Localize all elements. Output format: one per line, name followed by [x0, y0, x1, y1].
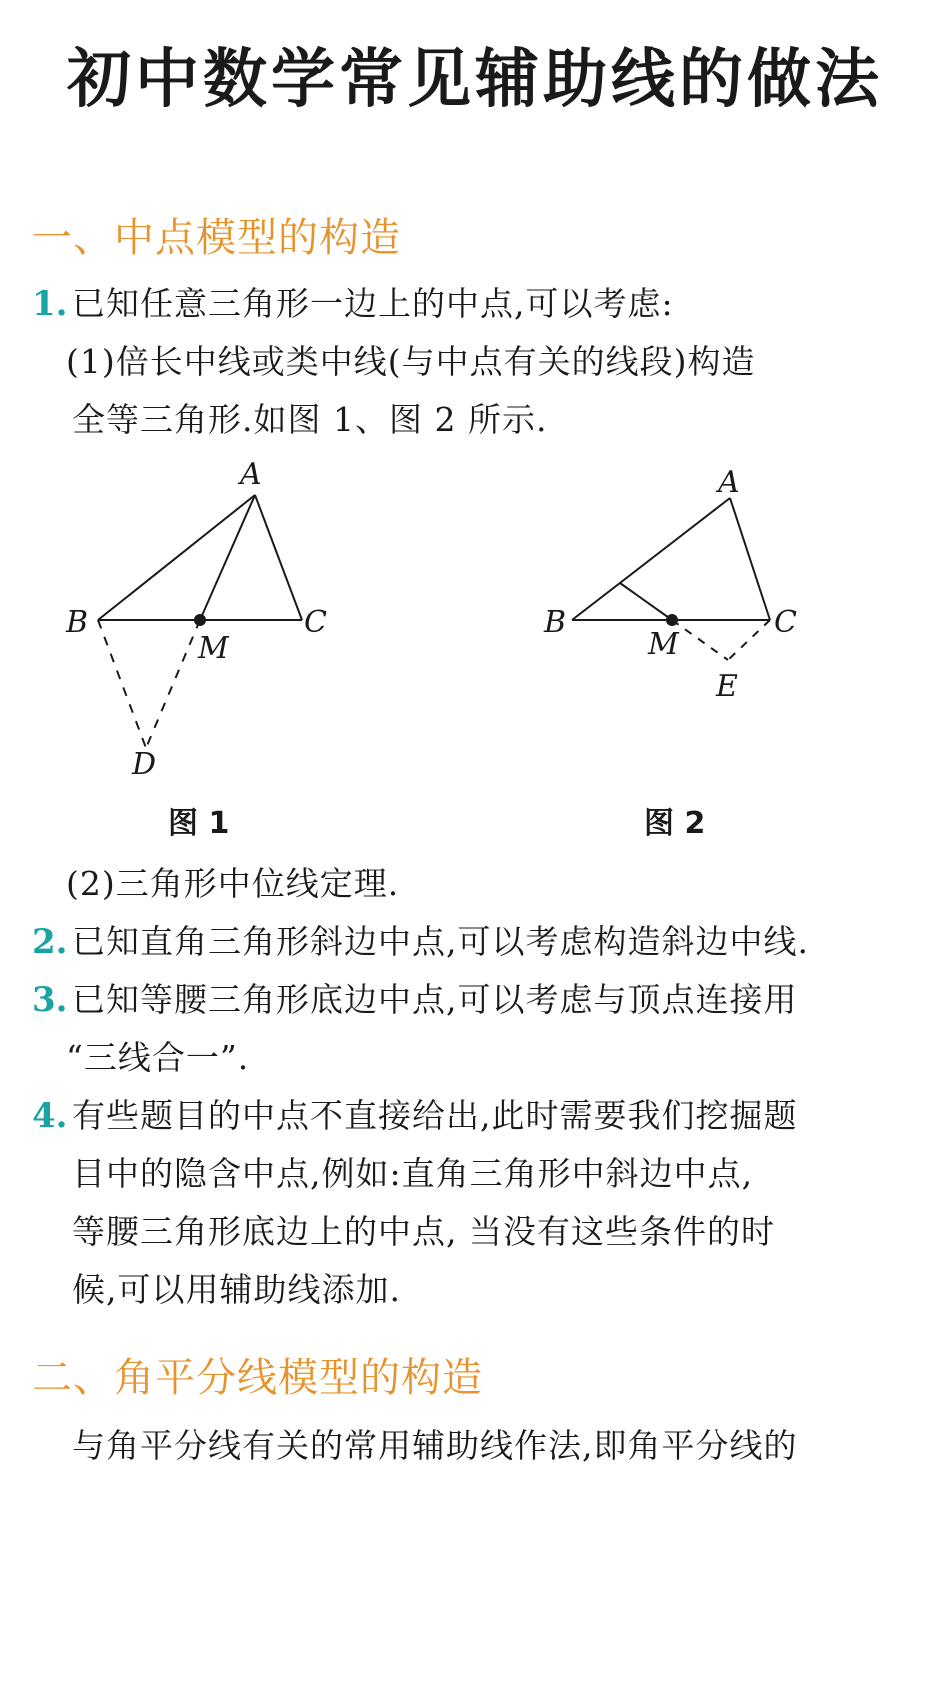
fig1-label-b: B: [66, 605, 89, 640]
fig1-label-m: M: [198, 631, 229, 666]
item1-sub2: (2)三角形中位线定理.: [66, 864, 400, 903]
item1-line2: (1)倍长中线或类中线(与中点有关的线段)构造: [66, 342, 756, 381]
page-title: 初中数学常见辅助线的做法: [67, 42, 883, 117]
fig2-segment-m: [620, 583, 672, 620]
fig2-label-m: M: [648, 627, 679, 662]
fig2-dashed-me: [672, 620, 728, 660]
section-heading-angle-bisector: 二、角平分线模型的构造: [32, 1355, 483, 1401]
fig1-label-a: A: [240, 457, 262, 492]
fig1-dashed-md: [146, 620, 200, 748]
item4-line3: 等腰三角形底边上的中点, 当没有这些条件的时: [72, 1212, 775, 1251]
figure-2-caption: 图 2: [644, 806, 706, 841]
item-number-2: 2.: [32, 922, 68, 962]
fig2-side-ac: [730, 498, 770, 620]
item-number-4: 4.: [32, 1096, 68, 1136]
item4-line1: 有些题目的中点不直接给出,此时需要我们挖掘题: [72, 1096, 798, 1135]
item1-line3: 全等三角形.如图 1、图 2 所示.: [72, 400, 548, 439]
item1-line1: 已知任意三角形一边上的中点,可以考虑:: [72, 284, 674, 323]
fig1-point-m: [194, 614, 206, 626]
fig2-dashed-ce: [728, 620, 770, 660]
item3-line1: 已知等腰三角形底边中点,可以考虑与顶点连接用: [72, 980, 798, 1019]
fig1-label-c: C: [304, 605, 327, 640]
figure-1-caption: 图 1: [168, 806, 230, 841]
fig2-label-a: A: [718, 465, 740, 500]
figure-2: [520, 440, 850, 720]
section-heading-midpoint: 一、中点模型的构造: [32, 215, 401, 261]
fig2-label-c: C: [774, 605, 797, 640]
fig2-label-e: E: [716, 669, 738, 704]
item4-line2: 目中的隐含中点,例如:直角三角形中斜边中点,: [72, 1154, 754, 1193]
fig2-point-m: [666, 614, 678, 626]
item2-line1: 已知直角三角形斜边中点,可以考虑构造斜边中线.: [72, 922, 809, 961]
fig2-label-b: B: [544, 605, 567, 640]
fig1-median-am: [200, 495, 255, 620]
fig1-dashed-bd: [98, 620, 146, 748]
fig1-label-d: D: [132, 747, 157, 782]
fig2-side-ab: [572, 498, 730, 620]
fig1-side-ab: [98, 495, 255, 620]
item3-line2: “三线合一”.: [66, 1038, 250, 1077]
fig1-side-ac: [255, 495, 302, 620]
figure-1: [0, 440, 420, 800]
item4-line4: 候,可以用辅助线添加.: [72, 1270, 401, 1309]
paragraph-line1: 与角平分线有关的常用辅助线作法,即角平分线的: [72, 1426, 798, 1465]
item-number-1: 1.: [32, 284, 68, 324]
item-number-3: 3.: [32, 980, 68, 1020]
